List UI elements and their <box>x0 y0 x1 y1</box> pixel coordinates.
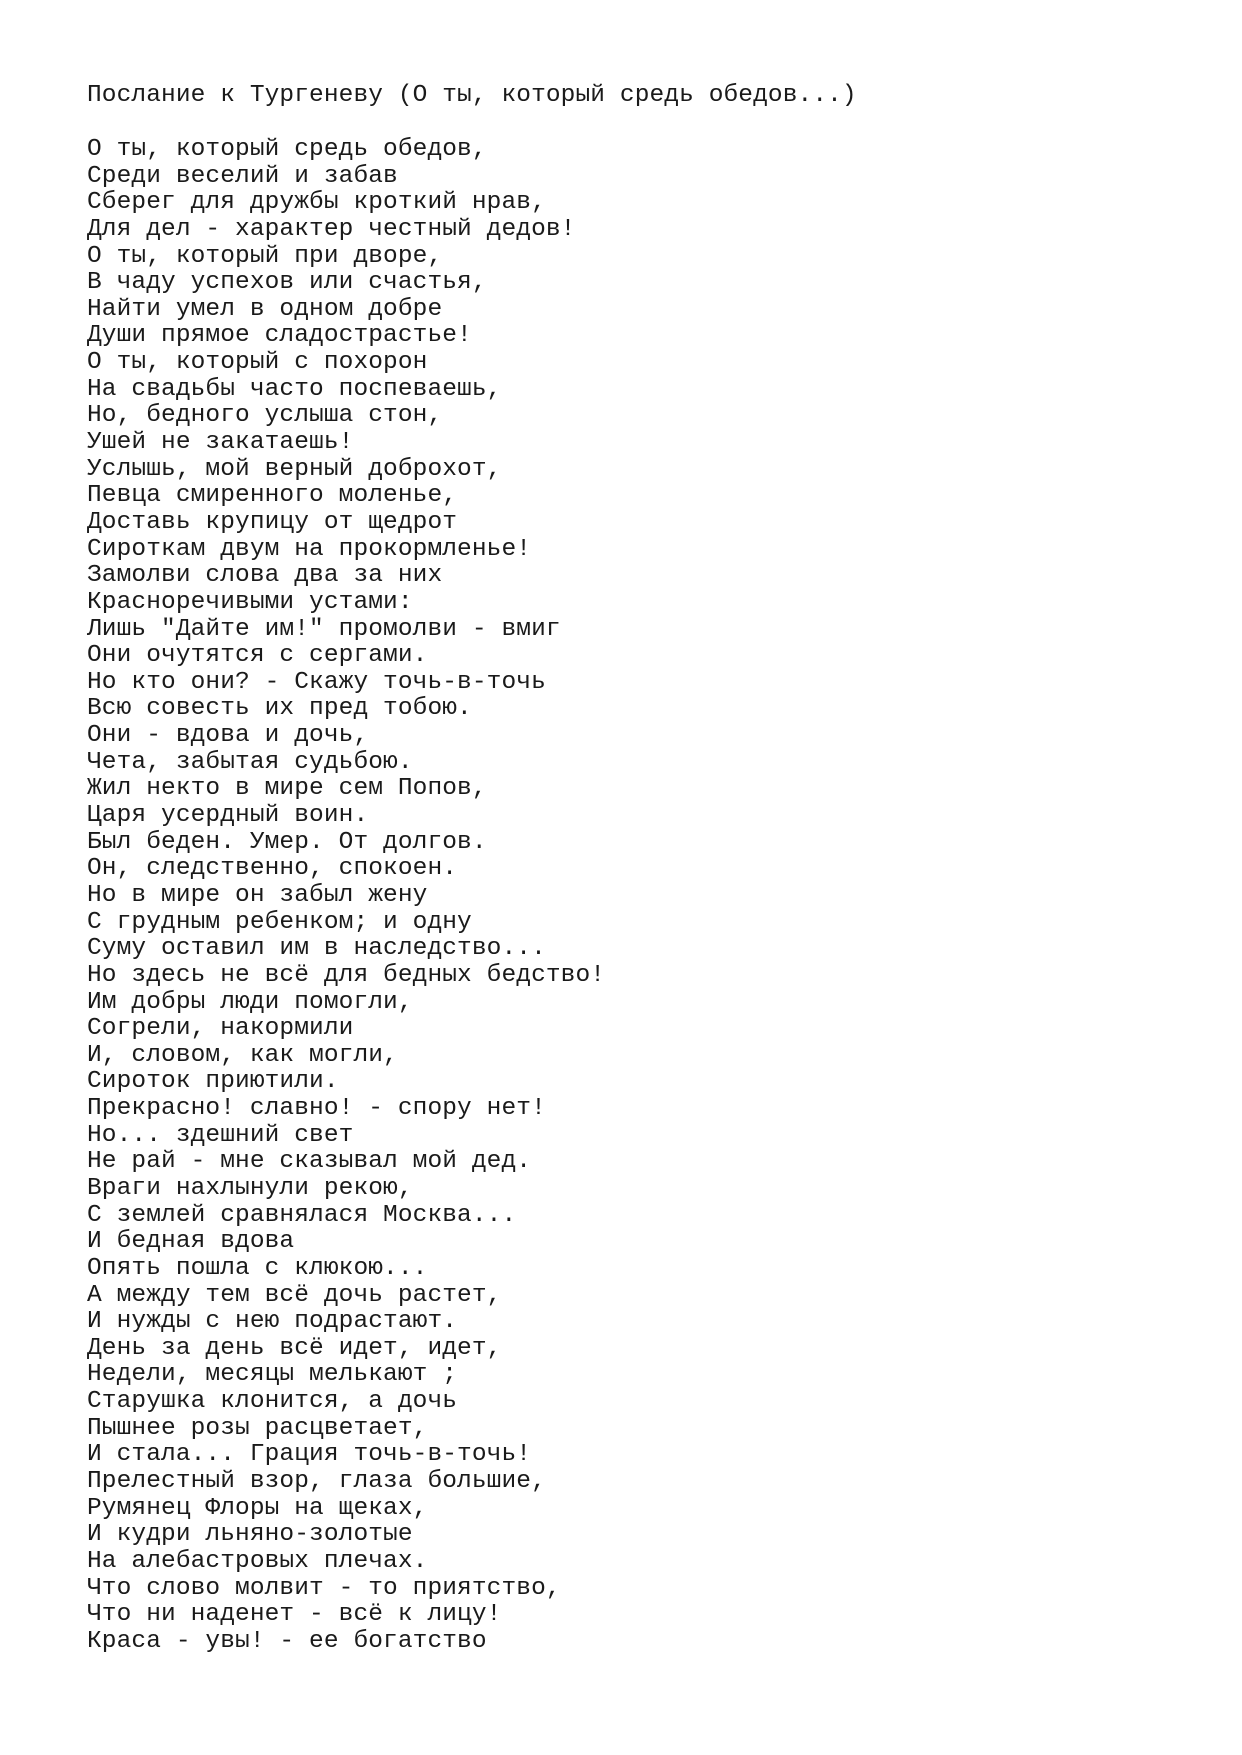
poem-line: Души прямое сладострастье! <box>87 322 472 350</box>
poem-line: Они очутятся с сергами. <box>87 642 428 670</box>
poem-line: Замолви слова два за них <box>87 562 443 590</box>
poem-text <box>87 137 605 1656</box>
poem-line: Прекрасно! славно! - спору нет! <box>87 1095 546 1123</box>
poem-line: Ушей не закатаешь! <box>87 429 354 457</box>
poem-line: Среди веселий и забав <box>87 162 398 190</box>
poem-line: Но, бедного услыша стон, <box>87 402 443 430</box>
poem-line: С грудным ребенком; и одну <box>87 908 472 936</box>
poem-line: Лишь "Дайте им!" промолви - вмиг <box>87 615 561 643</box>
poem-line: И бедная вдова <box>87 1228 295 1256</box>
poem-line: А между тем всё дочь растет, <box>87 1281 502 1309</box>
poem-line: Опять пошла с клюкою... <box>87 1254 428 1282</box>
poem-line: Враги нахлынули рекою, <box>87 1174 413 1202</box>
poem-line: Но в мире он забыл жену <box>87 881 428 909</box>
poem-line: Старушка клонится, а дочь <box>87 1388 458 1416</box>
poem-line: Что ни наденет - всё к лицу! <box>87 1601 502 1629</box>
poem-line: В чаду успехов или счастья, <box>87 269 487 297</box>
poem-line: Они - вдова и дочь, <box>87 722 369 750</box>
poem-line: Суму оставил им в наследство... <box>87 935 546 963</box>
poem-line: Сироток приютили. <box>87 1068 339 1096</box>
poem-line: И кудри льняно-золотые <box>87 1521 413 1549</box>
poem-line: О ты, который средь обедов, <box>87 136 487 163</box>
poem-line: Краса - увы! - ее богатство <box>87 1627 487 1655</box>
poem-line: И стала... Грация точь-в-точь! <box>87 1441 532 1469</box>
document-title: Послание к Тургеневу (О ты, который средь обедов...) <box>87 82 857 109</box>
poem-line: Он, следственно, спокоен. <box>87 855 458 883</box>
poem-line: Для дел - характер честный дедов! <box>87 215 576 243</box>
poem-line: На свадьбы часто поспеваешь, <box>87 375 502 403</box>
poem-line: Найти умел в одном добре <box>87 295 443 323</box>
poem-line: Пышнее розы расцветает, <box>87 1414 428 1442</box>
poem-line: И, словом, как могли, <box>87 1041 398 1069</box>
poem-line: Сироткам двум на прокормленье! <box>87 535 532 563</box>
poem-line: Всю совесть их пред тобою. <box>87 695 472 723</box>
poem-line: Услышь, мой верный доброхот, <box>87 455 502 483</box>
poem-line: О ты, который с похорон <box>87 349 428 377</box>
poem-line: Согрели, накормили <box>87 1015 354 1043</box>
poem-line: На алебастровых плечах. <box>87 1547 428 1575</box>
poem-line: Что слово молвит - то приятство, <box>87 1574 561 1602</box>
poem-line: Но кто они? - Скажу точь-в-точь <box>87 668 546 696</box>
poem-line: Царя усердный воин. <box>87 802 369 830</box>
poem-line: Румянец Флоры на щеках, <box>87 1494 428 1522</box>
poem-line: Им добры люди помогли, <box>87 988 413 1016</box>
poem-line: Был беден. Умер. От долгов. <box>87 828 487 856</box>
poem-line: С землей сравнялася Москва... <box>87 1201 517 1229</box>
poem-line: Сберег для дружбы кроткий нрав, <box>87 189 546 217</box>
poem-line: Но здесь не всё для бедных бедство! <box>87 961 606 989</box>
poem-line: Прелестный взор, глаза большие, <box>87 1468 546 1496</box>
poem-line: День за день всё идет, идет, <box>87 1334 502 1362</box>
poem-line: Но... здешний свет <box>87 1121 354 1149</box>
poem-line: Чета, забытая судьбою. <box>87 748 413 776</box>
poem-line: Доставь крупицу от щедрот <box>87 508 458 536</box>
poem-line: И нужды с нею подрастают. <box>87 1308 458 1336</box>
poem-line: Не рай - мне сказывал мой дед. <box>87 1148 532 1176</box>
poem-line: Певца смиренного моленье, <box>87 482 458 510</box>
poem-line: Красноречивыми устами: <box>87 588 413 616</box>
poem-line: Жил некто в мире сем Попов, <box>87 775 487 803</box>
poem-line: О ты, который при дворе, <box>87 242 443 270</box>
poem-line: Недели, месяцы мелькают ; <box>87 1361 458 1389</box>
